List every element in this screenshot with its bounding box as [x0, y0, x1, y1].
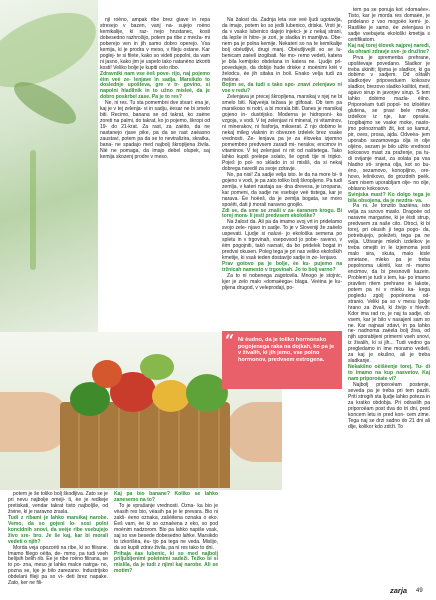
interview-question: Nekakšno oèišèenje torej. Tu- di to imamo na kup nasvetov. Kaj nam priporoèate vi? — [348, 364, 430, 383]
pull-quote — [222, 331, 342, 389]
column-2 — [222, 18, 342, 588]
interview-question: Zdravniki nam vse èeš pove- rijo, naj pojemo èim veè ze- lenjave in sadja. Marsikdo to doslednje upošteva, gre v tr- govino, si napolni hladilnik in to užno misleè, da je dobro poskrbel zase. Pa je to res? — [100, 70, 210, 101]
leafy-greens-photo — [0, 0, 98, 332]
interview-answer: Pa ni. Je tonzito bazièna, isto velja za surovo maslo. Dragoèe od naravne margarine, ki je èisti strup, predvsem za naše cito. Otroci, ki bi torej, pri okusih ji tega pogo- da, potrebujejo, poležeti, tega pa ne velja. Uživanje mlekih izdelkov je treba omejiti in le izjemoma jesti malo sira, skuta, malo kisle smetane, mleko pa je treba popolnoma ukiniti, kar ni- mamo encimov, da bi presnovili kazein. Problem je tudi v tem, ka- po imamo pravilen ritem prehrane in lakote, potem pa ni v mleku ka- kega pogledu zgolj popolnoma od- stranio. Veliki pa so v mesu ljudje hrano za živali, ki živijo v hlevih. Kdor ima rad ro, je naj ta sadje, ob vsem, kar je bilo v nasajeni sam so ne. Kar najnasi zdavi, in pa lahko ne- nadnoma zaèela bolj živa, od njih uporabljeni primerni vseh snovi, iz živalih, ki si jih... Tudi vedno ga pregledamo in ime moramo vedeti, za kaj je okušno, ali je treba sladkanje. — [348, 203, 430, 365]
interview-answer: Ne, ni res. Tu sta pomembni dve stvari: ena je, kaj je v tej zelenja- vi in sadju, èesar ne bi smelo biti. Recimo, banana se od takrat, ko zaène zoreti na palmi, do takrat, ko jo pojemo, škropi od 19- do 21-krat. Za rast, za zaèito, da ne nastanejo rjave pike, pa da se rast zaèasno zaustavi, potem pa da se to nevtralizira, skratka, bana- ne spadajo med najbolj škropljena živila. Niè ne pomaga, da imajo debel olupek, saj kemija skozenj prodre v meso. — [100, 100, 210, 160]
interview-answer: Za to ni nobenega zagotovila. Mnogo je stojnic, kjer je zelo malo »domaèega« blaga. Veèina je ku- pljena drugod, v veleprodaji, po- — [222, 272, 342, 291]
interview-question: Tudi z ribami je lahko marsikaj narobe. Vemo, da so gojeni lo- sosi polni koncidnih snovi, da veèje ribe vsebujejo živo sre- bro. Je še kaj, kar bi morali vedeti o njih? — [8, 514, 108, 545]
interview-answer: Zelenjava je precej škropljena, marsikaj v njej ne bi smelo biti. Najveèja težava je glifosat. Ob tem pa marsikoso ni notri, a bi morala biti. Danes je marsikaj gojeno in- dustrijsko. Moderna je hidroponi- ka vzgoja, v vodi. V tej zelenjavi ni mineral, ni vitaminov, ni minerakov, ni fosforja, mikserat. Z njo dobimo le nekaj mileg vlaknin in obvezen izdelek brez vsake vrednosti. Ze- lenjava pa je za èloveka izjemno pomembno predvsem zaradi mi- neralov, encimov in vitaminov. V tej zelenjavi ni nit od naštetega. Tako lahko kupiš prelepe solato, še ogrsti tije ni tripko. Poješ jo pol- no sklado in si misliš, da si nekaj dobrega naredil za svoje zdravje. — [222, 94, 342, 172]
page-number: 49 — [416, 588, 423, 594]
interview-question: Bojim se, da tudi s tako spo- znavi zelenjavo ni vse v redu? — [222, 82, 342, 95]
column-3 — [348, 8, 430, 584]
column-2-bottom — [114, 492, 218, 592]
interview-answer: To je vprašanje vrednosti. Ozna- ka bio je vèasih res bio, vèasih pa je le prevara. Bio ni zakli- èeno oznaka, zašèitena oznaka o eko. Èeš vam, èe ki so oznaèena z eko, so pod moènim nadzorom. Bio pa lahko napiše vsak, saj so vse besede dobesedno lahke. Marsikdo to izkorišèa, èu- tjo pa tega ne veda. Mislijo, da so kupili zdrav živila, pa ni res tako to dni. — [114, 502, 218, 551]
quote-mark-icon: “ — [225, 331, 235, 350]
magazine-logo: zarja — [390, 586, 408, 595]
interview-answer: Na žalost da. Ali pa da imamo svoj vrt in pridelamo svojo zele- njavo in sadje. To je v Sloveniji že zaèelo uspevati. Ljudje si naluvi- jo ekološka semena po spletu in v trgovinah, vsepovsod jo pobe- raveno, v èim pogojniti, takò ravnati, da bo pridelek bogat in predvsi okusen. Poleg tega je pri nas veliko ekoloških kmetije, ki vsak teden dostavijo sadje in ze- lenjavo. — [222, 219, 342, 262]
interview-question: Kaj pa bio banane? Koliko se lahko zanesemo na to? — [114, 491, 218, 503]
pull-quote-text: Ni èudno, da je toliko hormonsko pogojenega raka na dojkah, ko pa je v živalih, ki jih jemo, vse polno hormonov, predvsem estrogena. — [238, 337, 335, 363]
interview-answer: Najbolj priporoèam postenje, seveda pa je treba pri tem paziti. Priti strogih sta ljudje lahko poteza in za kratko obdobja. Pri odraslih pa priporoèam post dva do tri dni, pred koncem letu in pred kon- cem zime. Tega naj se drzi sadno do 21 dni ali dlje, kolikor kdo zdrži. To — [348, 382, 430, 430]
interview-question: Zdi se, da sme se znaši v za- èaranem krogu. Bi torej mora- li jesti predvsem ekološke? — [222, 207, 342, 220]
interview-question: Prihaja èas lubenic, ki so med najbolj priljubljenimi poletnimi sadeži. Težko bi si mislila, da je tudi z njimi kaj narobe. Ali se motim? — [114, 550, 218, 575]
column-1 — [100, 18, 210, 332]
interview-question: Svinjska mast? Ko dolgo tega je bila obsojena, da je nezdra- va. — [348, 191, 430, 204]
interview-answer: Prva je spremenba prehrane, upoštevaje povedano. Sladkor je treba ukiniti; lijsma je sladkor, ki ga dobimo v sadjem. Od oštalih sladkorjev pripoveduem kokosov sladkor, brezovo sladko ksilitol, med, agavo sirup in javorjev sirup. S tem lahko dobimo mazla- èilno. Priporoèam tudi popol- no izloèitev glutena, se pravi bele moke, izdelkov iz nje, kar opraèa. Izogibajmo se vsake moke, nasto- jmo polnozrnatih žit, kot so kamut, pir, oves, prosa, ajda. Odveèa- jem uporabo sezamovega olja in olje oljèno, sezam je bilo užito vrednost kokosovo mast za praženje, pa tu- di ovijanje mast, za solata pa vsa hladno sti- snjena olja, kot so bu- èno, sezamovo, konopljino, ore- hovo, lešnikovo, do grozdnih peèk. Sam nisem uporabljam olje- no olje, oblasno kokosovo. — [348, 54, 430, 192]
interview-answer: No, pa nisi! Za sadje velja isto. Ie da na more bi- ti gojeno v vodi, je pa zato toliko bolj škropljeno. Pa tudi zemlja, v kateri nastaja sa- dna drevesa, je izropana, kar pomeni, da sadje ne vsebuje veè tistega, kar je narava. Èe hoèeš, da je zemlja bogata, se moro spoèiti, dati ji morali naravno gnojilo. — [222, 171, 342, 208]
interview-question: Prav gotovo pa je bolje, èe ku- pujemo na tržnicah namesto v trgovinah. Jo to bolj varno? — [222, 261, 342, 274]
column-1-bottom — [8, 492, 108, 592]
interview-answer: tem pa se ponuja kot »domaèe«. Tisto, kar je morda res domaèe, je pridelano z vso mogoèo kemi- jo. Rastlike je samo, èe zelenjava in sadje vsebujeta ekološki kmetija s certifikatom. — [348, 7, 430, 43]
interview-question: Kaj naj torej èlovek najprej naredi, da ohrani zdravje sve- je družine? — [348, 42, 430, 55]
interview-answer: Morda veja opozoriti na ribe, ki so filirane. Imamo filego oèita, de- mmo, pa tudi vseh belijsih belih rib. Èe je ribe roèno filirana, se to po- zna, meso je lahko malce natrga- no, pozna se, kje je bilo zarezano. Industrijsko obdelani fileji pa so vi- deti brez napake. Zato, ker ne fili- — [8, 544, 108, 587]
interview-answer: Na žalost da. Zadnja leta vse veè ljudi ugotavlja, da imajo, potem ko so jedli lubenico, driska. Vrsti je, da v vsako lubenico dajejo injekci- je z nekaj strani, da lepše in hitre- je zori, je sladka in mamljiva. Obe- nem pa je polna kemije. Nekateri so na te kemikalije bolj obèutljivi, drugi manj. Obèutljivejši so se lu- benicam zaèeli izogibati. Ne mo- remo vedeti, katera je bila kemijsko obdelana in katera ne. Ljudje pri- povedujejo, da dobijo hude driske z moènimi krèi v želodcu, èe jih sitaka in boli. Enako velja tudi za melone. — [222, 17, 342, 83]
interview-answer: potem je še toliko bolj škodljiva. Zato se je pri nevu najbolje omeji- ti, èe je redkeje pretiskati, vendar takrat tisto najboljše, od živine, ki je naravno zrasla. — [8, 491, 108, 515]
interview-answer: nji roèno, ampak ribe brez glave in repa stresejo v bazen, vanj na- sujejo roèno kemikalije, ki raz- nejo hrustanec, kosti dobesedno razhrošijo, potem pa ribe z mreža- mi poberejo ven in jih samo dobro operejo. Vsa kemija, ki je prodra v meso, v fileju ostane. Kar poglej- te si filete, kako so videti popolni, da vam ni jasno, kako jim je uspelo tako natanèno izkoriti kosti! Veliko bolje je kupiti celo ribo. — [100, 17, 210, 71]
